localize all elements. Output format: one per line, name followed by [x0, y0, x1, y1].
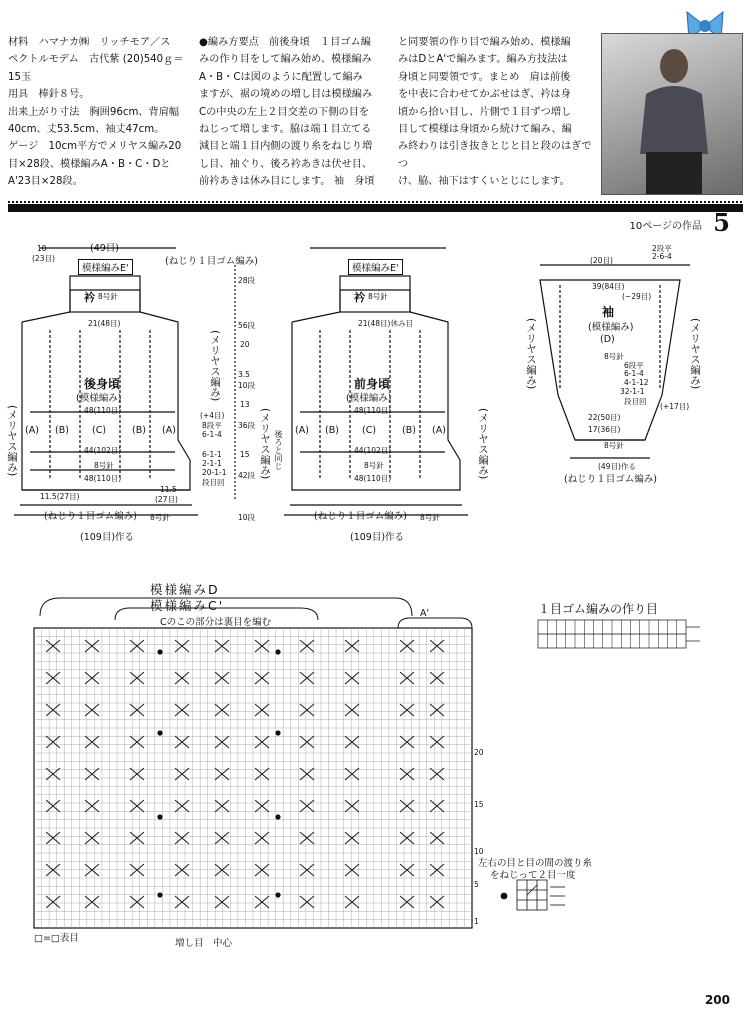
text-line: 材料 ハマナカ㈱ リッチモア／ス — [8, 37, 171, 48]
text-line: みはDとA'で編みます。編み方技法は — [398, 54, 568, 66]
back-body-title: 後身頃 — [84, 377, 121, 391]
text-line: 目して模様は身頃から続けて編み、編 — [398, 124, 572, 136]
sleeve-pattern-d: (D) — [600, 334, 615, 345]
text-line: ●編み方要点 前後身頃 １目ゴム編 — [199, 37, 371, 48]
front-pattern-e-label: 模様編みE' — [348, 259, 403, 275]
text-line: を中表に合わせてかぶせはぎ、衿は身 — [398, 89, 571, 101]
front-right-side-label: (メリヤス編み) — [477, 408, 489, 480]
text-line: 出来上がり寸法 胸囲96cm、背肩幅 — [8, 106, 180, 118]
sleeve-dim-1: 39(84目) — [592, 282, 625, 291]
cable-cross-symbol — [175, 896, 189, 908]
vert-dim-2: 56段 — [238, 321, 256, 330]
text-line: け、脇、袖下はすくいとじにします。 — [398, 176, 570, 188]
cable-cross-symbol — [175, 800, 189, 812]
cable-cross-symbol — [85, 832, 99, 844]
sleeve-inc-1: 6段平 — [624, 361, 644, 370]
cable-cross-symbol — [215, 896, 229, 908]
front-row-1: 48(110目) — [354, 406, 392, 415]
bobble-marker — [157, 814, 162, 819]
sleeve-dim-2: (−29目) — [622, 292, 652, 301]
cable-cross-symbol — [46, 736, 60, 748]
cable-cross-symbol — [400, 896, 414, 908]
back-section-b-right: (B) — [132, 425, 146, 436]
text-line: 40cm、丈53.5cm、袖丈47cm。 — [8, 124, 165, 136]
vert-dim-6: 13 — [240, 400, 250, 409]
back-cuff-right-stitches: (27目) — [155, 495, 178, 504]
text-line: み終わりは引き抜きとじと目と段のはぎでつ — [398, 141, 592, 170]
cable-cross-symbol — [215, 832, 229, 844]
back-inc-1: (+4目) — [200, 411, 225, 420]
chart-row-1: 1 — [474, 917, 479, 926]
vert-dim-1: 28段 — [238, 276, 256, 285]
text-line: A'23目×28段。 — [8, 176, 83, 188]
chart-label-c: 模様編みC' — [150, 598, 225, 613]
cable-cross-symbol — [215, 736, 229, 748]
back-section-a-left: (A) — [25, 425, 39, 436]
back-hem-needle: 8号針 — [150, 513, 170, 522]
sleeve-hem-label: (ねじり１目ゴム編み) — [564, 474, 657, 485]
cable-cross-symbol — [175, 864, 189, 876]
sleeve-top-width: (20目) — [590, 256, 613, 265]
back-row-3: 48(110目) — [84, 474, 122, 483]
sleeve-sub: (模様編み) — [588, 322, 634, 333]
cable-cross-symbol — [400, 736, 414, 748]
cable-cross-symbol — [345, 736, 359, 748]
cable-cross-symbol — [215, 704, 229, 716]
bobble-marker — [157, 649, 162, 654]
chart-legend: □=□表目 — [34, 933, 79, 944]
cable-cross-symbol — [255, 800, 269, 812]
cable-cross-symbol — [400, 800, 414, 812]
sleeve-dim-5: (+17目) — [660, 402, 690, 411]
text-line: 目×28段、模様編みA・B・C・Dと — [8, 158, 171, 170]
text-line: 15玉 — [8, 71, 32, 83]
text-line: 前衿あきは休み目にします。 袖 身頃 — [199, 176, 375, 188]
front-bottom-cast-on: (109目)作る — [350, 532, 405, 543]
cable-cross-symbol — [46, 704, 60, 716]
cable-cross-symbol — [175, 832, 189, 844]
back-needle: 8号針 — [94, 461, 114, 470]
back-cuff-left: 11.5(27目) — [40, 492, 80, 501]
cable-cross-symbol — [345, 832, 359, 844]
sleeve-dim-3: 22(50目) — [588, 413, 621, 422]
cable-cross-symbol — [85, 704, 99, 716]
back-section-a-right: (A) — [162, 425, 176, 436]
text-line: 身頃と同要領です。まとめ 肩は前後 — [398, 71, 571, 83]
cable-cross-symbol — [85, 896, 99, 908]
vert-dim-8: 15 — [240, 450, 250, 459]
text-line: 頃から拾い目し、片側で１目ずつ増し — [398, 106, 572, 118]
sleeve-title: 袖 — [602, 305, 615, 319]
sleeve-needle: 8号針 — [604, 352, 624, 361]
cable-cross-symbol — [215, 864, 229, 876]
back-pattern-e-label: 模様編みE' — [78, 259, 133, 275]
front-same-as-back: 後ろと同じ — [274, 430, 283, 470]
page-number: 200 — [704, 993, 730, 1007]
cable-cross-symbol — [345, 704, 359, 716]
cable-cross-symbol — [400, 832, 414, 844]
text-line: 用具 棒針８号。 — [8, 89, 90, 101]
sleeve-left-side: (メリヤス編み) — [525, 318, 537, 390]
cable-cross-symbol — [300, 640, 314, 652]
vert-dim-9: 42段 — [238, 471, 256, 480]
back-row-2: 44(102目) — [84, 446, 122, 455]
cable-cross-symbol — [46, 864, 60, 876]
page-reference: 10ページの作品 — [629, 221, 702, 232]
cable-cross-symbol — [46, 896, 60, 908]
text-line: ゲージ 10cm平方でメリヤス編み20 — [8, 141, 182, 153]
sleeve-top-inc-2: 2-6-4 — [652, 252, 672, 261]
cable-cross-symbol — [400, 704, 414, 716]
vert-dim-3: 20 — [240, 340, 250, 349]
text-line: みの作り目をして編み始め、模様編み — [199, 54, 372, 66]
sleeve-top-inc-1: 2段平 — [652, 244, 672, 253]
text-line: Cの中央の左上２目交差の下側の目を — [199, 106, 370, 118]
back-inc-3: 6-1-4 — [202, 430, 222, 439]
sleeve-inc-2: 6-1-4 — [624, 369, 644, 378]
sleeve-hem-needle: 8号針 — [604, 441, 624, 450]
front-collar-title: 衿 — [354, 291, 365, 304]
front-body-sub: (模様編み) — [346, 393, 392, 404]
twist-note-line1: 左右の目と目の間の渡り糸 — [478, 858, 593, 869]
cable-cross-symbol — [300, 896, 314, 908]
sleeve-inc-4: 32-1-1 — [620, 387, 645, 396]
vert-dim-5: 10段 — [238, 381, 256, 390]
cable-cross-symbol — [175, 704, 189, 716]
cable-cross-symbol — [215, 640, 229, 652]
back-side-label: (メリヤス編み) — [209, 330, 221, 402]
back-inc-2: 8段平 — [202, 421, 222, 430]
cable-cross-symbol — [345, 640, 359, 652]
cable-cross-symbol — [345, 864, 359, 876]
cable-cross-symbol — [175, 736, 189, 748]
bobble-marker — [157, 892, 162, 897]
chart-increase-center: 増し目 中心 — [175, 938, 233, 949]
text-line: A・B・Cは図のように配置して編み — [199, 71, 363, 83]
cable-cross-symbol — [255, 896, 269, 908]
cable-cross-symbol — [300, 800, 314, 812]
cable-cross-symbol — [400, 864, 414, 876]
sleeve-inc-5: 段目回 — [624, 397, 647, 406]
cable-cross-symbol — [215, 800, 229, 812]
back-section-b-left: (B) — [55, 425, 69, 436]
front-section-c: (C) — [362, 425, 377, 436]
back-dec-4: 段目回 — [202, 478, 225, 487]
front-collar-needle: 8号針 — [368, 292, 388, 301]
back-body-sub: (模様編み) — [76, 393, 122, 404]
back-dec-3: 20-1-1 — [202, 468, 227, 477]
chart-row-15: 15 — [474, 800, 484, 809]
sleeve-inc-3: 4-1-12 — [624, 378, 649, 387]
front-hem-needle: 8号針 — [420, 513, 440, 522]
chart-row-20: 20 — [474, 748, 484, 757]
rib-chart-title: １目ゴム編みの作り目 — [538, 602, 659, 616]
cable-cross-symbol — [400, 640, 414, 652]
twist-detail-diagram — [501, 880, 565, 910]
cable-cross-symbol — [255, 704, 269, 716]
pattern-a-bracket — [398, 618, 472, 628]
back-neck-width: 21(48目) — [88, 319, 121, 328]
work-number: 5 — [713, 208, 730, 237]
bobble-marker — [275, 649, 280, 654]
cable-cross-symbol — [85, 864, 99, 876]
chart-row-10: 10 — [474, 847, 484, 856]
back-collar-needle: 8号針 — [98, 292, 118, 301]
text-line: 減目と端１目内側の渡り糸をねじり増 — [199, 141, 373, 153]
cable-cross-symbol — [85, 800, 99, 812]
text-line: ますが、裾の境めの増し目は模様編み — [199, 89, 373, 101]
cable-cross-symbol — [85, 736, 99, 748]
front-section-b-left: (B) — [325, 425, 339, 436]
bobble-marker — [275, 892, 280, 897]
back-cuff-right: 11.5 — [160, 485, 177, 494]
vert-dim-10: 10段 — [238, 513, 256, 522]
bobble-marker — [157, 730, 162, 735]
sleeve-right-side: (メリヤス編み) — [689, 318, 701, 390]
front-needle: 8号針 — [364, 461, 384, 470]
cable-cross-symbol — [46, 832, 60, 844]
front-row-3: 48(110目) — [354, 474, 392, 483]
back-shoulder-stitches: (23目) — [32, 254, 55, 263]
cable-cross-symbol — [255, 736, 269, 748]
cable-cross-symbol — [345, 800, 359, 812]
vert-dim-7: 36段 — [238, 421, 256, 430]
vert-dim-4: 3.5 — [238, 370, 250, 379]
cable-cross-symbol — [85, 640, 99, 652]
back-dec-1: 6-1-1 — [202, 450, 222, 459]
chart-row-5: 5 — [474, 880, 479, 889]
front-neck-width: 21(48目)休み目 — [358, 319, 413, 328]
cable-cross-symbol — [300, 864, 314, 876]
cable-cross-symbol — [255, 832, 269, 844]
chart-label-a: A' — [420, 608, 430, 619]
text-line: し目、袖ぐり、後ろ衿あきは伏せ目、 — [199, 158, 373, 170]
cable-cross-symbol — [300, 704, 314, 716]
back-collar-title: 衿 — [84, 291, 95, 304]
twist-note-line2: をねじって２目一度 — [490, 870, 576, 881]
rib-cast-on-chart — [538, 620, 700, 648]
cable-cross-symbol — [300, 832, 314, 844]
back-shoulder-cm: 10 — [37, 244, 47, 253]
bobble-marker — [275, 730, 280, 735]
front-body-title: 前身頃 — [354, 377, 391, 391]
cable-cross-symbol — [46, 800, 60, 812]
back-top-width: (49目) — [90, 243, 120, 254]
bobble-marker — [275, 814, 280, 819]
cable-cross-symbol — [46, 640, 60, 652]
back-row-1: 48(110目) — [84, 406, 122, 415]
front-section-a-right: (A) — [432, 425, 446, 436]
back-dec-2: 2-1-1 — [202, 459, 222, 468]
chart-note: Cのこの部分は裏目を編む — [160, 617, 272, 628]
text-line: ペクトルモデム 古代紫 (20)540ｇ＝ — [8, 54, 184, 66]
front-section-a-left: (A) — [295, 425, 309, 436]
cable-cross-symbol — [255, 864, 269, 876]
front-row-2: 44(102目) — [354, 446, 392, 455]
back-left-side-label: (メリヤス編み) — [6, 405, 18, 477]
text-line: ねじって増します。脇は端１目立てる — [199, 124, 372, 136]
back-section-c: (C) — [92, 425, 107, 436]
back-rib-top-label: (ねじり１目ゴム編み) — [165, 256, 258, 267]
chart-label-d: 模様編みD — [150, 582, 220, 597]
cable-cross-symbol — [255, 640, 269, 652]
front-left-side-label: (メリヤス編み) — [259, 408, 271, 480]
back-bottom-cast-on: (109目)作る — [80, 532, 135, 543]
front-hem-label: (ねじり１目ゴム編み) — [314, 511, 407, 522]
sleeve-dim-4: 17(36目) — [588, 425, 621, 434]
cable-cross-symbol — [300, 736, 314, 748]
back-hem-label: (ねじり１目ゴム編み) — [44, 511, 137, 522]
text-line: と同要領の作り目で編み始め、模様編 — [398, 37, 571, 48]
front-section-b-right: (B) — [402, 425, 416, 436]
sleeve-dim-6: (49目)作る — [598, 462, 636, 471]
cable-cross-symbol — [345, 896, 359, 908]
cable-cross-symbol — [175, 640, 189, 652]
